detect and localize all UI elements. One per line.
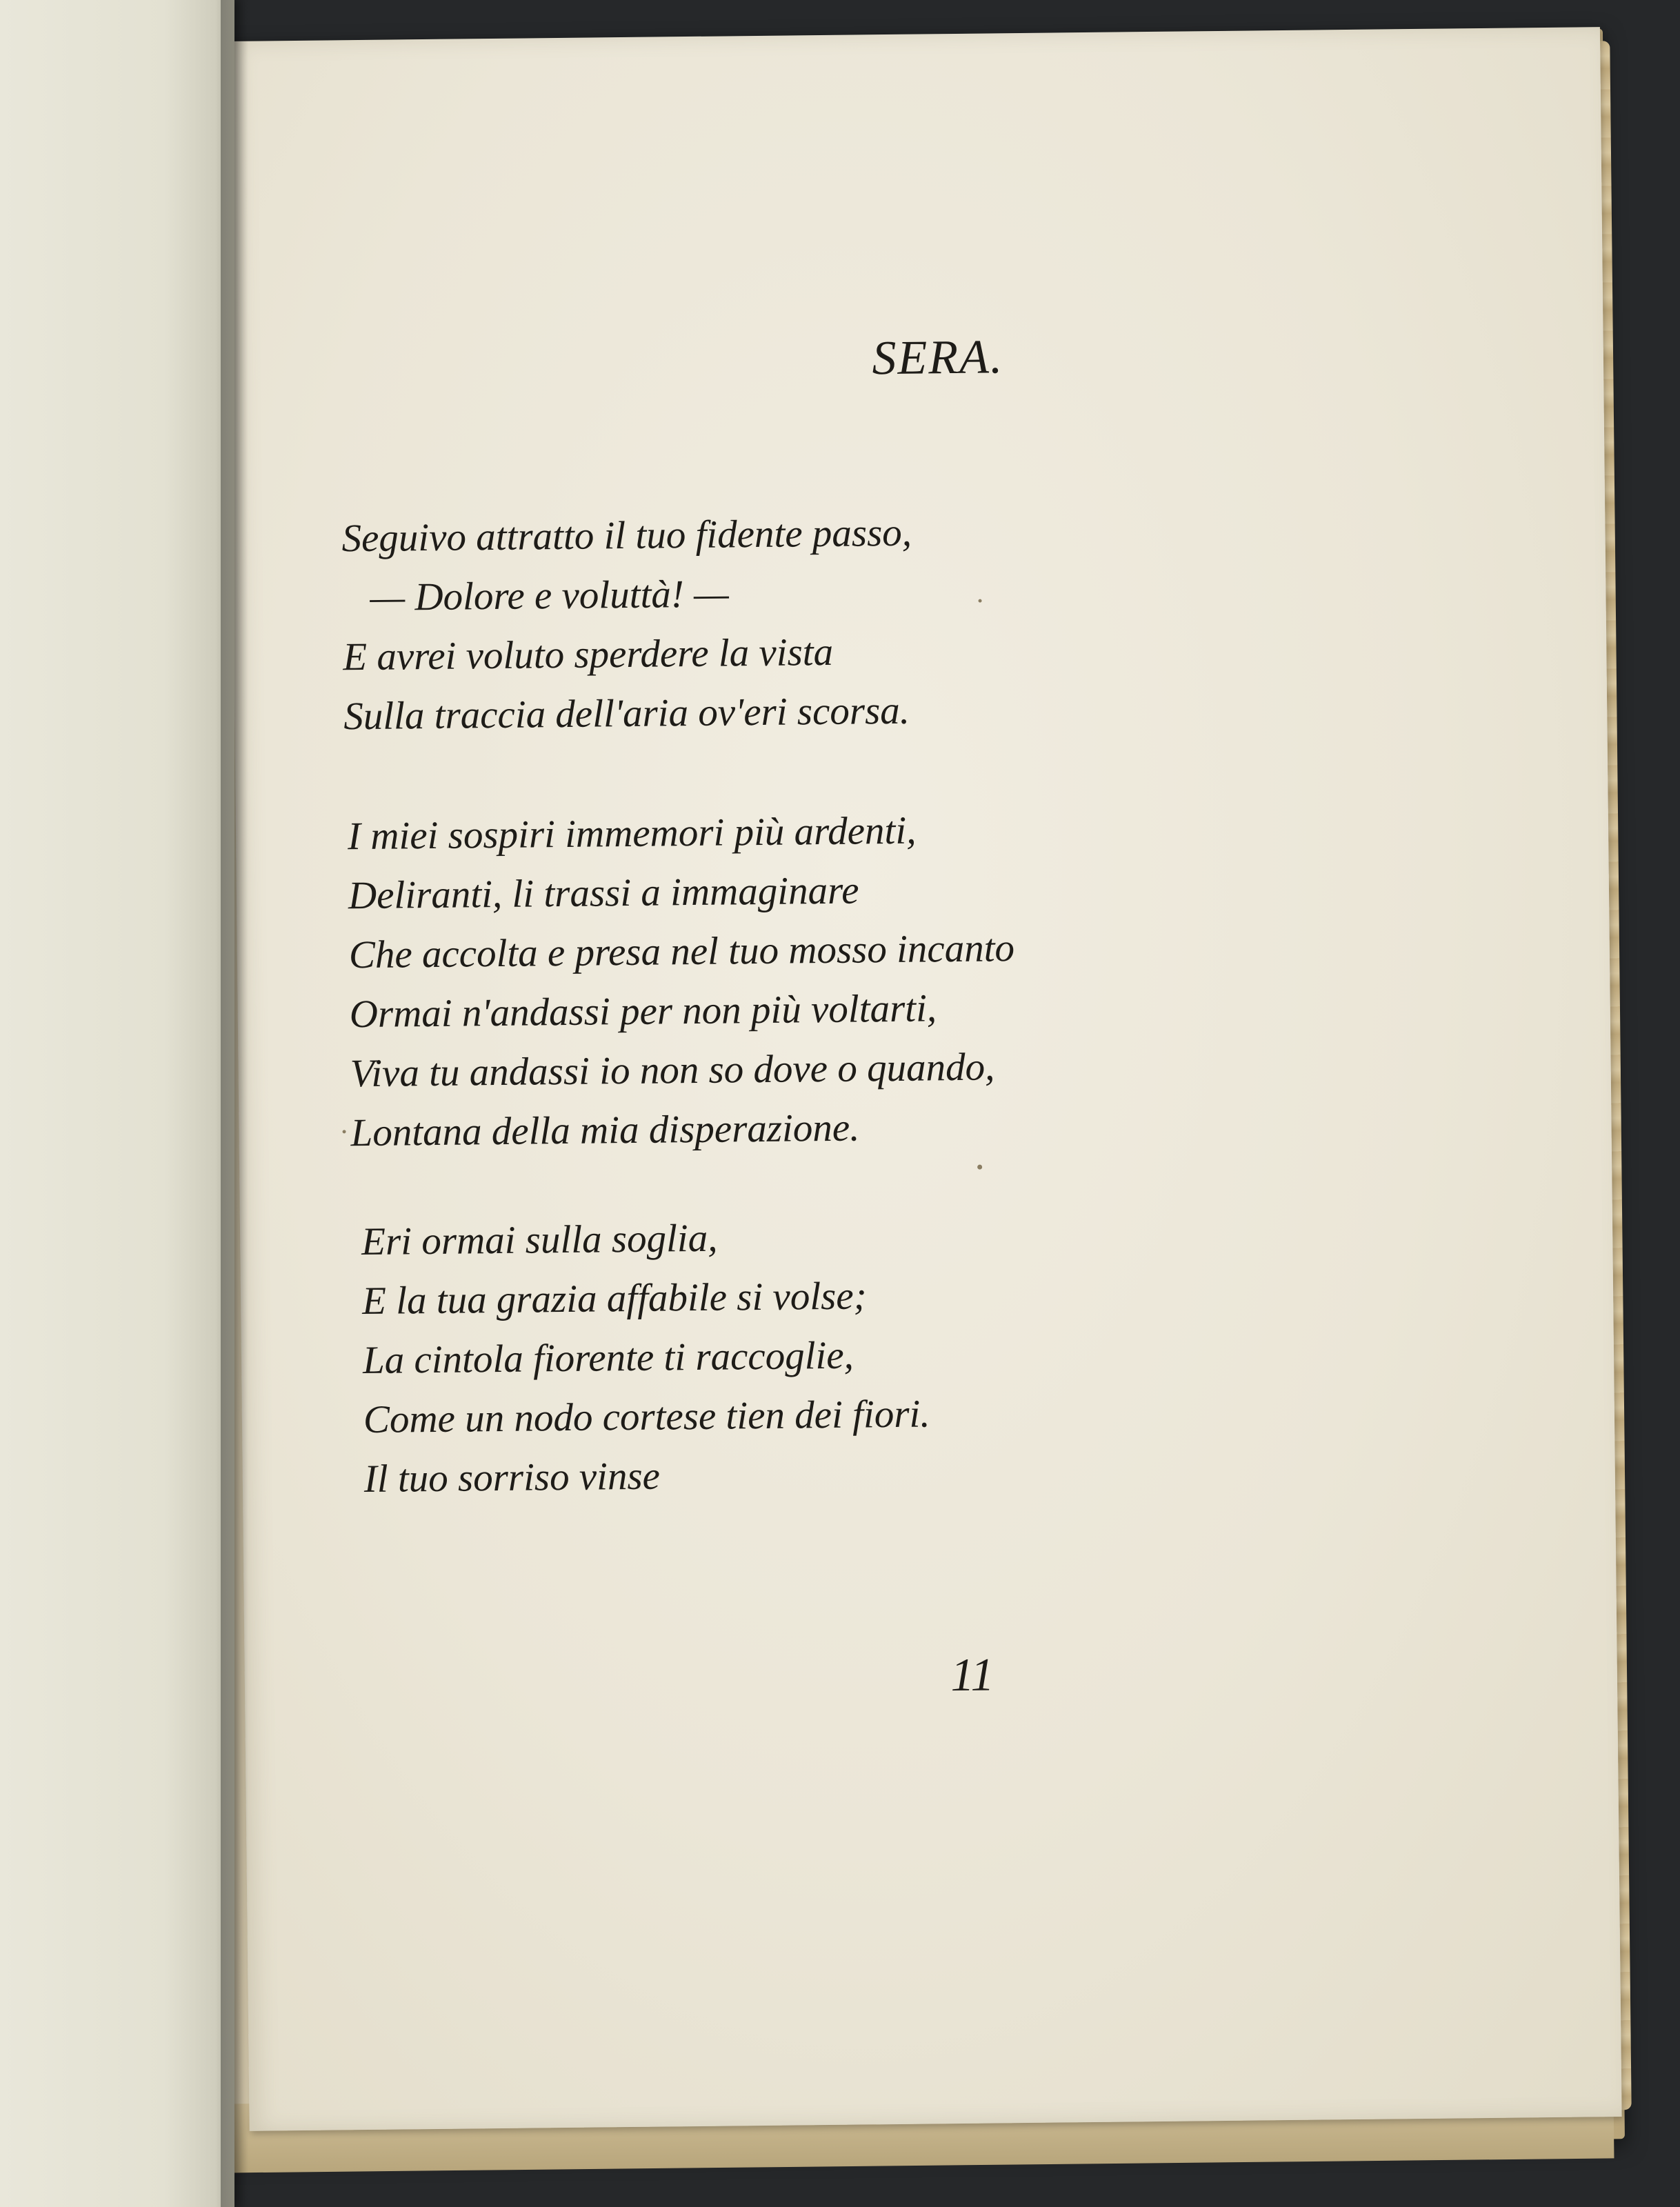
stanza-2 [348, 800, 1017, 1163]
paper-speck [977, 1165, 982, 1170]
verse-line: Lontana della mia disperazione. [350, 1106, 860, 1155]
page-number: 11 [950, 1648, 994, 1701]
verse-line: Ormai n'andassi per non più voltarti, [349, 986, 937, 1037]
verse-line: Il tuo sorriso vinse [363, 1454, 661, 1501]
paper-speck [979, 599, 982, 603]
poem-title: SERA. [872, 330, 1004, 386]
stanza-3 [361, 1206, 931, 1509]
verse-line: E avrei voluto sperdere la vista [343, 630, 834, 679]
verse-line: Che accolta e presa nel tuo mosso incanto [348, 926, 1015, 977]
paper-speck [343, 1130, 346, 1133]
left-page-edge [0, 0, 234, 2207]
verse-line: Come un nodo cortese tien dei fiori. [363, 1392, 930, 1442]
page-text [228, 27, 1622, 2131]
book-gutter-shadow [221, 0, 248, 2207]
verse-line: Seguivo attratto il tuo fidente passo, [341, 510, 912, 561]
verse-line: E la tua grazia affabile si volse; [361, 1274, 867, 1324]
verse-line: I miei sospiri immemori più ardenti, [347, 808, 917, 859]
verse-line: — Dolore e voluttà! — [370, 572, 730, 619]
verse-line: Deliranti, li trassi a immaginare [348, 868, 859, 918]
verse-line: Eri ormai sulla soglia, [361, 1216, 718, 1264]
stanza-1 [341, 503, 914, 747]
verse-line: La cintola fiorente ti raccoglie, [362, 1333, 854, 1383]
printed-page [228, 27, 1622, 2131]
verse-line: Sulla traccia dell'aria ov'eri scorsa. [343, 688, 910, 739]
verse-line: Viva tu andassi io non so dove o quando, [350, 1045, 995, 1096]
